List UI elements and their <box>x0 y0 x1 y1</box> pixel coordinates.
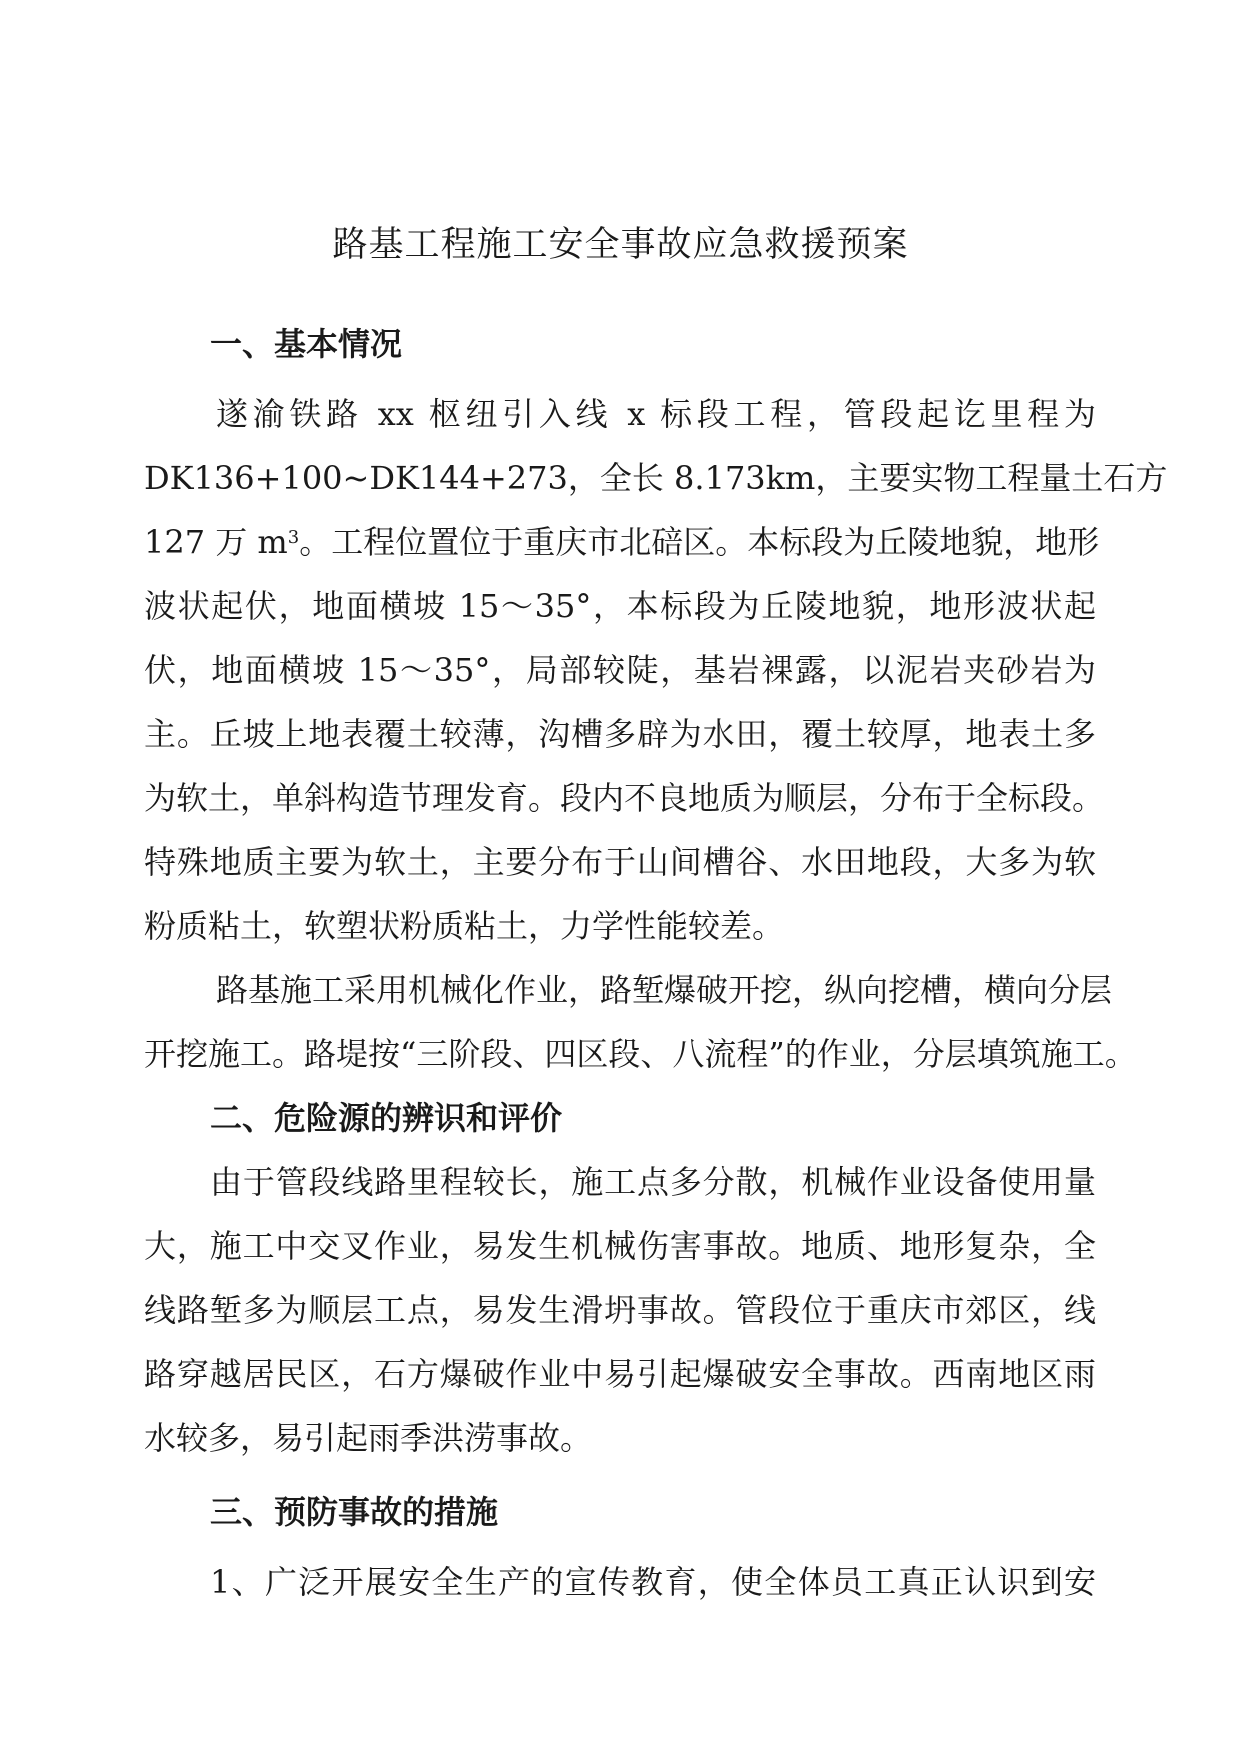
paragraph-line: DK136+100~DK144+273，全长 8.173km，主要实物工程量土石方 <box>144 459 1168 497</box>
section-heading-prevention-measures: 三、预防事故的措施 <box>210 1493 499 1531</box>
paragraph-line: 波状起伏，地面横坡 15～35°，本标段为丘陵地貌，地形波状起 <box>144 587 1096 625</box>
section-heading-hazard-identification: 二、危险源的辨识和评价 <box>210 1099 563 1137</box>
paragraph-line: 为软土，单斜构造节理发育。段内不良地质为顺层，分布于全标段。 <box>144 779 1105 817</box>
paragraph-line: 1、广泛开展安全生产的宣传教育，使全体员工真正认识到安 <box>210 1563 1096 1601</box>
paragraph-line: 特殊地质主要为软土，主要分布于山间槽谷、水田地段，大多为软 <box>144 843 1096 881</box>
paragraph-line: 大，施工中交叉作业，易发生机械伤害事故。地质、地形复杂，全 <box>144 1227 1096 1265</box>
paragraph-line: 粉质粘土，软塑状粉质粘土，力学性能较差。 <box>144 907 785 945</box>
paragraph-line-start: 127 万 m <box>144 523 288 561</box>
paragraph-line-end: 。工程位置位于重庆市北碚区。本标段为丘陵地貌，地形 <box>299 523 1100 561</box>
paragraph-line: 路穿越居民区，石方爆破作业中易引起爆破安全事故。西南地区雨 <box>144 1355 1096 1393</box>
paragraph-line: 伏，地面横坡 15～35°，局部较陡，基岩裸露，以泥岩夹砂岩为 <box>144 651 1096 689</box>
superscript-3: 3 <box>287 527 300 548</box>
section-heading-basic-situation: 一、基本情况 <box>210 325 403 363</box>
paragraph-line: 路基施工采用机械化作业，路堑爆破开挖，纵向挖槽，横向分层 <box>216 971 1113 1009</box>
paragraph-line: 开挖施工。路堤按“三阶段、四区段、八流程”的作业，分层填筑施工。 <box>144 1035 1137 1073</box>
paragraph-line: 水较多，易引起雨季洪涝事故。 <box>144 1419 593 1457</box>
paragraph-line: 线路堑多为顺层工点，易发生滑坍事故。管段位于重庆市郊区，线 <box>144 1291 1096 1329</box>
paragraph-line <box>144 519 1100 565</box>
paragraph-line: 由于管段线路里程较长，施工点多分散，机械作业设备使用量 <box>210 1163 1096 1201</box>
paragraph-line: 主。丘坡上地表覆土较薄，沟槽多辟为水田，覆土较厚，地表土多 <box>144 715 1096 753</box>
document-title: 路基工程施工安全事故应急救援预案 <box>332 225 909 265</box>
paragraph-line: 遂渝铁路 xx 枢纽引入线 x 标段工程，管段起讫里程为 <box>216 395 1096 433</box>
